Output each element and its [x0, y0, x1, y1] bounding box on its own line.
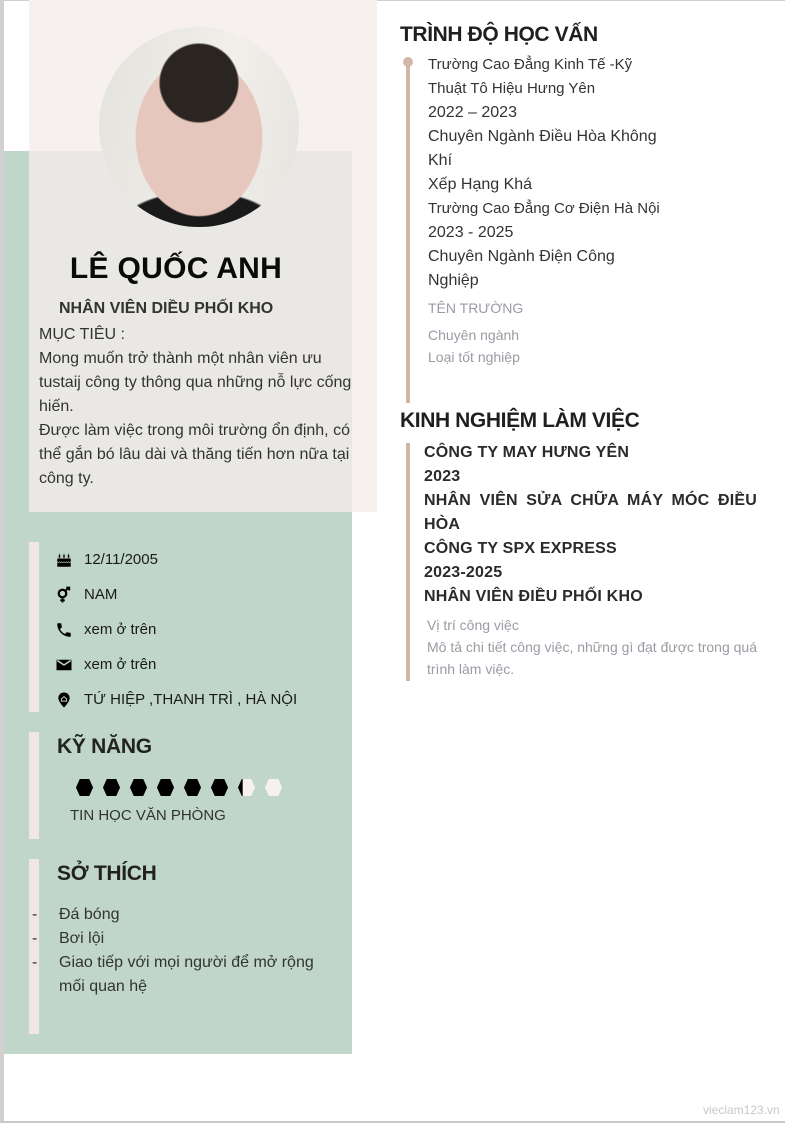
- contact-birthday: [55, 542, 297, 577]
- skill-name: TIN HỌC VĂN PHÒNG: [70, 807, 226, 824]
- address-value: TỨ HIỆP ,THANH TRÌ , HÀ NỘI: [84, 691, 298, 708]
- experience-company-1: CÔNG TY MAY HƯNG YÊN: [424, 444, 630, 461]
- birthday-value: 12/11/2005: [84, 551, 158, 568]
- rating-hex-full-icon: [183, 778, 202, 797]
- hobbies-title: SỞ THÍCH: [57, 862, 157, 885]
- list-item: - Đá bóng: [32, 906, 120, 923]
- contact-accent-bar: [29, 542, 39, 712]
- contact-list: [55, 542, 297, 717]
- placeholder-major[interactable]: Chuyên ngành: [428, 327, 520, 343]
- skills-accent-bar: [29, 732, 39, 839]
- gender-icon: [55, 586, 73, 604]
- phone-value: xem ở trên: [84, 621, 157, 638]
- education-content: [428, 53, 668, 368]
- placeholder-description[interactable]: Mô tả chi tiết công việc, những gì đạt được trong quá trình làm việc.: [427, 639, 757, 677]
- education-title: TRÌNH ĐỘ HỌC VẤN: [400, 23, 598, 46]
- candidate-name: LÊ QUỐC ANH: [69, 252, 283, 285]
- rating-hex-full-icon: [75, 778, 94, 797]
- rating-hex-full-icon: [156, 778, 175, 797]
- skills-title: KỸ NĂNG: [57, 735, 152, 758]
- placeholder-position[interactable]: Vị trí công việc: [427, 617, 519, 633]
- experience-timeline-line: [406, 443, 410, 681]
- location-icon: [55, 691, 73, 709]
- experience-position-1: NHÂN VIÊN SỬA CHỮA MÁY MÓC ĐIỀU HÒA: [424, 492, 757, 533]
- experience-content: [424, 441, 757, 680]
- gender-value: NAM: [84, 586, 118, 603]
- skill-rating: [75, 778, 283, 797]
- email-icon: [55, 656, 73, 674]
- education-school-1: Trường Cao Đẳng Kinh Tế -Kỹ Thuật Tô Hiệu Hưng Yên: [428, 56, 633, 97]
- hobbies-list: [30, 903, 329, 999]
- placeholder-school[interactable]: TÊN TRƯỜNG: [428, 300, 524, 316]
- list-item: - Bơi lội: [32, 930, 105, 947]
- rating-hex-empty-icon: [264, 778, 283, 797]
- rating-hex-full-icon: [210, 778, 229, 797]
- rating-hex-full-icon: [129, 778, 148, 797]
- contact-email: [55, 647, 297, 682]
- list-item: - Giao tiếp với mọi người để mở rộng mối quan hệ: [32, 954, 314, 995]
- experience-company-2: CÔNG TY SPX EXPRESS: [424, 540, 617, 557]
- timeline-dot-icon: [403, 57, 413, 67]
- birthday-cake-icon: [55, 551, 73, 569]
- placeholder-graduation[interactable]: Loại tốt nghiệp: [428, 349, 520, 365]
- education-timeline-line: [406, 60, 410, 403]
- contact-gender: [55, 577, 297, 612]
- education-rank-1: Xếp Hạng Khá: [428, 176, 533, 193]
- avatar[interactable]: [99, 27, 299, 227]
- objective-text-2: Được làm việc trong môi trường ổn định, có thể gắn bó lâu dài và thăng tiến hơn nữa tại công ty.: [39, 422, 350, 487]
- experience-position-2: NHÂN VIÊN ĐIỀU PHỐI KHO: [424, 588, 643, 605]
- contact-address: [55, 682, 297, 717]
- experience-years-1: 2023: [424, 468, 461, 485]
- rating-hex-half-icon: [237, 778, 256, 797]
- objective-title: MỤC TIÊU :: [39, 326, 125, 343]
- education-school-2: Trường Cao Đẳng Cơ Điện Hà Nội: [428, 200, 660, 217]
- experience-title: KINH NGHIỆM LÀM VIỆC: [400, 409, 640, 432]
- education-major-1: Chuyên Ngành Điều Hòa Không Khí: [428, 128, 657, 169]
- phone-icon: [55, 621, 73, 639]
- contact-phone: [55, 612, 297, 647]
- education-years-1: 2022 – 2023: [428, 104, 517, 121]
- email-value: xem ở trên: [84, 656, 157, 673]
- objective-section: [39, 323, 357, 491]
- experience-years-2: 2023-2025: [424, 564, 503, 581]
- watermark: vieclam123.vn: [703, 1103, 780, 1117]
- education-years-2: 2023 - 2025: [428, 224, 514, 241]
- rating-hex-full-icon: [102, 778, 121, 797]
- candidate-role: NHÂN VIÊN DIỀU PHỐI KHO: [59, 300, 274, 317]
- objective-text-1: Mong muốn trở thành một nhân viên ưu tustaij công ty thông qua những nỗ lực cống hiến.: [39, 350, 352, 415]
- education-major-2: Chuyên Ngành Điện Công Nghiệp: [428, 248, 615, 289]
